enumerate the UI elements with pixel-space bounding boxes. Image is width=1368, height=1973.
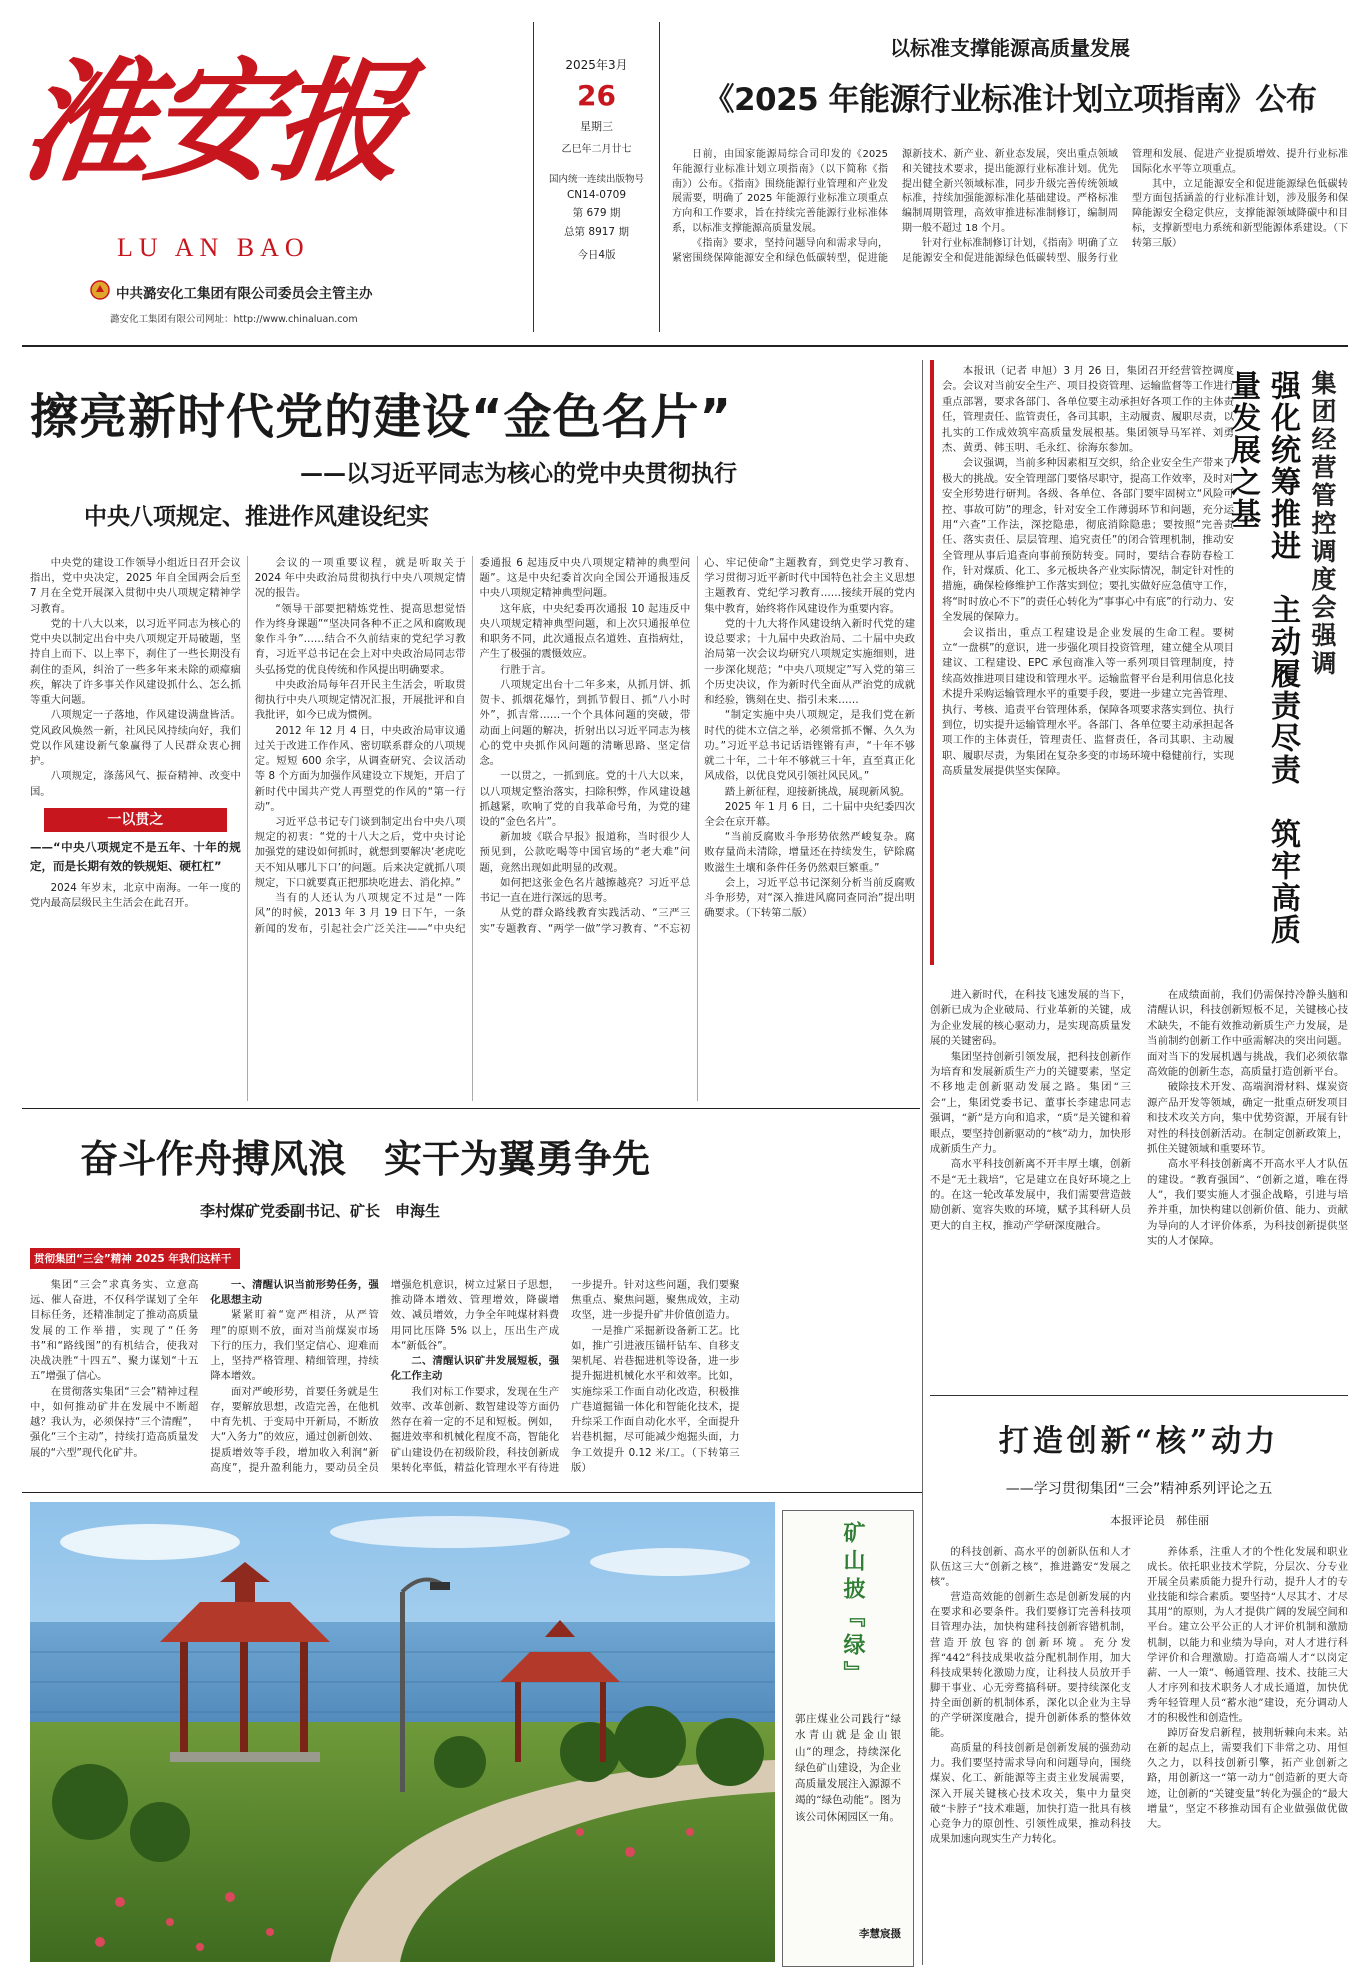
innovation-commentary-subhead: ——学习贯彻集团“三会”精神系列评论之五 <box>1005 1481 1273 1497</box>
photo-caption-box <box>782 1510 914 1967</box>
top-story-kicker: 以标准支撑能源高质量发展 <box>890 36 1130 60</box>
party-story-subhead: ——以习近平同志为核心的党中央贯彻执行 <box>300 461 737 487</box>
paragraph: 一、清醒认识当前形势任务，强化思想主动 <box>210 1279 379 1307</box>
paragraph: 如何把这张金色名片越擦越亮？习近平总书记一直在进行深远的思考。 <box>479 876 691 905</box>
page-count: 今日4版 <box>577 249 616 261</box>
photo-caption-credit: 李慧宸摄 <box>859 1928 901 1940</box>
party-story-subhead2: 中央八项规定、推进作风建设纪实 <box>84 504 429 530</box>
innovation-commentary-headline: 打造创新“核”动力 <box>998 1424 1280 1459</box>
photo-caption-title: 矿山披『绿』 <box>840 1521 866 1689</box>
paragraph: 本报讯（记者 申旭）3 月 26 日，集团召开经营管控调度会。会议对当前安全生产、项目投资管理、运输监督等工作进行重点部署，要求各部门、各单位要主动承担好各项工作的主体责任，管理责任、监管责任，各司其职，主动履责、履职尽责，以扎实的工作成效筑牢高质量发展根基。集团领导马军祥、刘勇杰、黄勇、韩玉明、毛永红、徐海东参加。 <box>942 365 1234 454</box>
paragraph: 党的十九大将作风建设纳入新时代党的建设总要求；十九届中央政治局、二十届中央政治局第一次会议均研究八项规定实施细则，进一步深化规范；“中央八项规定”写入党的第三个历史决议，作为新时代全面从严治党的成就和经验，镌刻在史、指引未来…… <box>704 617 915 707</box>
paragraph: 会议的一项重要议程，就是听取关于 2024 年中央政治局贯彻执行中央八项规定情况的报告。 <box>254 557 466 600</box>
masthead-pinyin: LU AN BAO <box>117 233 310 262</box>
section-quote: ——“中央八项规定不是五年、十年的规定，而是长期有效的铁规矩、硬杠杠” <box>30 840 241 873</box>
masthead-divider <box>22 345 1348 347</box>
issue-number: 第 679 期 <box>572 207 621 219</box>
paragraph: 高水平科技创新离不开高水平人才队伍的建设。“教育强国”、“创新之道，唯在得人”，我们要实施人才强企战略，引进与培养并重，加快构建以创新价值、能力、贡献为导向的人才评价体系，为科技创新提供坚实的人才保障。 <box>1147 1158 1348 1248</box>
paragraph: 《指南》要求，坚持问题导向和需求导向，紧密围绕保障能源安全和绿色低碳转型，促进能源新技术、新产业、新业态发展，突出重点领域和关键技术要求，提出能源行业标准计划。优先提出健全新兴领域标准，同步升级完善传统领域标准，持续加强能源标准化基础建设。严格标准编制周期管理，高效审推进标准制修订，编制周期一般不超过 18 个月。 <box>672 149 1118 264</box>
paragraph: 2024 年岁末，北京中南海。一年一度的党内最高层级民主生活会在此召开。 <box>30 882 241 910</box>
serial-number: CN14-0709 <box>566 189 627 201</box>
masthead-publisher: 潞安化工集团有限公司网址：http://www.chinaluan.com <box>110 314 358 325</box>
paragraph: 在贯彻落实集团“三会”精神过程中，如何推动矿井在发展中不断超越？我认为，必须保持“三个清醒”，强化“三个主动”，持续打造高质量发展的“六型”现代化矿井。 <box>30 1385 199 1459</box>
innovation-commentary-body <box>930 1545 1348 1963</box>
paragraph: 破除技术开发、高端润滑材料、煤炭资源产品开发等领域，确定一批重点研发项目和技术攻关方向，集中优势资源，开展有针对性的科技创新活动。在制定创新政策上，抓住关键领域和重要环节。 <box>1147 1081 1348 1155</box>
paragraph: 紧紧盯着“宽严相济，从严管理”的原则不放，面对当前煤炭市场下行的压力，我们坚定信心、迎难而上，坚持严格管理、精细管理，持续降本增效。 <box>210 1309 379 1383</box>
paragraph: 高质量的科技创新是创新发展的强劲动力。我们要坚持需求导向和问题导向，围绕煤炭、化工、新能源等主责主业发展需要，深入开展关键核心技术攻关，集中力量突破“卡脖子”技术难题，加快打造一批具有核心竞争力的原创性、引领性成果，推动科技成果加速向现实生产力转化。 <box>930 1743 1131 1845</box>
party-story-body <box>30 556 915 1101</box>
top-story <box>672 22 1348 337</box>
serial-label: 国内统一连续出版物号 <box>548 174 644 185</box>
paragraph: 从党的群众路线教育实践活动、“三严三实”专题教育、“两学一做”学习教育、“不忘初心、牢记使命”主题教育，到党史学习教育、学习贯彻习近平新时代中国特色社会主义思想主题教育、党纪学习教育……接续开展的党内集中教育，始终将作风建设作为重要内容。 <box>479 557 915 935</box>
masthead-date-box <box>533 22 660 332</box>
paragraph: “制定实施中央八项规定，是我们党在新时代的徙木立信之举，必须常抓不懈、久久为功。”习近平总书记话语铿锵有声，“十年不够就二十年，二十年不够就三十年，直至真正化风成俗，以优良党风引领社风民风。” <box>704 709 915 783</box>
paragraph: 会议强调，当前多种因素相互交织，给企业安全生产带来了极大的挑战。安全管理部门要恪尽职守，提高工作效率，及时对安全形势进行研判。各级、各单位、各部门要牢固树立“风险可控、事故可防”的理念，针对安全工作薄弱环节和问题，充分运用“六查”工作法，深挖隐患，彻底消除隐患；要按照“完善责任、落实责任、层层管理、追究责任”的闭合管理机制，推动安全管理从事后追查向事前预防转变。同时，要结合春防春检工作，针对煤质、化工、多元板块各产业实际情况，制定针对性的措施，确保检修维护工作落实到位；要扎实做好应急值守工作，将“时时放心不下”的责任心转化为“事事心中有底”的行动力、安全发展的保障力。 <box>942 457 1234 624</box>
paragraph: 新加坡《联合早报》报道称，当时很少人预见到，公款吃喝等中国官场的“老大难”问题，竟然出现如此明显的改观。 <box>479 831 691 874</box>
management-headline-kicker: 集团经营管控调度会强调 <box>1308 370 1337 678</box>
column-divider <box>922 1500 923 1965</box>
paragraph: “领导干部要把精炼党性、提高思想觉悟作为终身课题”“坚决同各种不正之风和腐败现象作斗争”……结合不久前结束的党纪学习教育，习近平总书记在会上对中央政治局同志带头弘扬党的优良传统和作风提出明确要求。 <box>254 602 466 676</box>
paragraph: 一是推广采掘新设备新工艺。比如，推广引进液压锚杆钻车、自移支架机尾、岩巷掘进机等设备，进一步提升掘进机械化水平和效率。比如，实施综采工作面自动化改造，积极推广巷道掘锚一体化和智能化技术，提升综采工作面自动化水平，全面提升岩巷机掘，尽可能减少炮掘头面，力争工效提升 0.12 米/工。（下转第三版） <box>571 1324 740 1474</box>
innovation-commentary-author: 本报评论员 郝佳丽 <box>1110 1514 1209 1527</box>
paragraph: “当前反腐败斗争形势依然严峻复杂。腐败存量尚未清除，增量还在持续发生，铲除腐败滋生土壤和条件任务仍然艰巨繁重。” <box>704 831 915 874</box>
struggle-story-byline: 李村煤矿党委副书记、矿长 申海生 <box>200 1202 441 1220</box>
innovation-commentary-headline-box <box>930 1395 1348 1536</box>
date-year-month: 2025年3月 <box>565 58 628 72</box>
masthead-logo: 淮安报 <box>11 45 411 200</box>
paragraph: 集团坚持创新引领发展，把科技创新作为培育和发展新质生产力的关键要素，坚定不移地走创新驱动发展之路。集团“三会”上，集团党委书记、董事长李建忠同志强调，“新”是方向和追求，“质”是关键和着眼点，要坚持创新驱动的“核”动力，加快形成新质生产力。 <box>930 1050 1131 1155</box>
paragraph: 进入新时代，在科技飞速发展的当下，创新已成为企业破局、行业革新的关键，成为企业发展的核心驱动力，是实现高质量发展的关键密码。 <box>930 989 1131 1048</box>
management-headline-main: 强化统筹推进 主动履责尽责 筑牢高质量发展之基 <box>1225 370 1300 946</box>
paragraph: 党的十八大以来，以习近平同志为核心的党中央以制定出台中央八项规定开局破题，坚持自上而下、以上率下，刹住了一些长期没有刹住的歪风，纠治了一些多年来未除的顽瘴痼疾，解决了许多事关作风建设抓什么、怎么抓等重大问题。 <box>30 617 241 707</box>
paragraph: 2025 年 1 月 6 日，二十届中央纪委四次全会在京开幕。 <box>704 800 915 828</box>
top-story-body <box>672 148 1348 333</box>
paragraph: 集团“三会”求真务实、立意高远、催人奋进，不仅科学谋划了全年目标任务，还精准制定了推动高质量发展的工作举措，实现了“任务书”和“路线图”的有机结合，使我对决战决胜“十四五”、聚力谋划“十五五”增强了信心。 <box>30 1279 199 1383</box>
garden-photo-image <box>30 1502 775 1962</box>
paragraph: 营造高效能的创新生态是创新发展的内在要求和必要条件。我们要修订完善科技项目管理办法，加快构建科技创新容错机制，营造开放包容的创新环境。充分发挥“442”科技成果收益分配机制作用，加大科技成果转化激励力度，让科技人员放开手脚干事业、心无旁骛搞科研。要持续深化支持全面创新的机制体系，深化以企业为主导的产学研深度融合，提升创新体系的整体效能。 <box>930 1592 1131 1740</box>
paragraph: 二、清醒认识矿井发展短板，强化工作主动 <box>390 1355 560 1383</box>
paragraph: 踔厉奋发启新程，披荆斩棘向未来。站在新的起点上，需要我们下非常之功、用恒久之力，以科技创新引擎，拓产业创新之路，用创新这一“第一动力”创造新的更大奇迹，让创新的“关键变量”转化为强企的“最大增量”，坚定不移推动国有企业做强做优做大。 <box>1147 1728 1348 1830</box>
paragraph: 中央政治局每年召开民主生活会，听取贯彻执行中央八项规定情况汇报，开展批评和自我批评，如今已成为惯例。 <box>254 678 466 722</box>
paragraph: 当有的人还认为八项规定不过是“一阵风”的时候，2013 年 3 月 19 日下午，一条新闻的发布，引起社会广泛关注——“中央纪委通报 6 起违反中央八项规定精神的典型问题”。这是中央纪委首次向全国公开通报违反中央八项规定精神典型问题。 <box>254 557 691 935</box>
paragraph: 高水平科技创新离不开丰厚土壤，创新不是“无土栽培”，它是建立在良好环境之上的。在这一轮改革发展中，我们需要营造鼓励创新、宽容失败的环境，赋予其科研人员更大的自主权，推动产学研深度融合。 <box>930 1158 1131 1232</box>
paragraph: 针对行业标准制修订计划，《指南》明确了立足能源安全和促进能源绿色低碳转型、服务行业管理和发展、促进产业提质增效、提升行业标准国际化水平等立项重点。 <box>902 149 1348 264</box>
paragraph: 在成绩面前，我们仍需保持冷静头脑和清醒认识，科技创新短板不足，关键核心技术缺失，不能有效推动新质生产力发展，是当前制约创新工作中亟需解决的突出问题。面对当下的发展机遇与挑战，我们必须依靠高效能的创新生态，高质量打造创新平台。 <box>1147 989 1348 1078</box>
paragraph: 一以贯之，一抓到底。党的十八大以来，以八项规定整治落实，扫除积弊，作风建设越抓越紧，吹响了党的自我革命号角，为党的建设的“金色名片”。 <box>479 770 691 828</box>
paragraph: 2012 年 12 月 4 日，中央政治局审议通过关于改进工作作风、密切联系群众的八项规定。短短 600 余字，从调查研究、会议活动等 8 个方面为加强作风建设立下规矩，开启了新时代中国共产党人再塑党的作风的“第一行动”。 <box>254 724 466 813</box>
top-story-headline: 《2025 年能源行业标准计划立项指南》公布 <box>703 82 1317 118</box>
section-divider <box>22 1492 922 1493</box>
paragraph: 八项规定出台十二年多来，从抓月饼、抓贺卡、抓烟花爆竹，到抓节假日、抓“八小时外”，抓吉常……一个个具体问题的突破，带动面上问题的解决，折射出以习近平同志为核心的党中央抓作风问题的清晰思路、坚定信念。 <box>479 678 691 768</box>
paragraph: 这年底，中央纪委再次通报 10 起违反中央八项规定精神典型问题，和上次只通报单位和职务不同，此次通报点名道姓、直指病灶，产生了极强的震慑效应。 <box>479 602 691 661</box>
date-weekday: 星期三 <box>580 120 613 133</box>
paragraph: 日前，由国家能源局综合司印发的《2025 年能源行业标准计划立项指南》（以下简称《指南》）公布。《指南》围绕能源行业管理和产业发展需要，明确了 2025 年能源行业标准立项重点方向和工作要求，旨在持续完善能源行业标准体系，以标准支撑能源高质量发展。 <box>672 149 888 234</box>
paragraph: 习近平总书记专门谈到制定出台中央八项规定的初衷：“党的十八大之后，党中央讨论加强党的建设如何抓时，就想到要解决‘老虎吃天不知从哪儿下口’的问题。后来决定就抓八项规定，下口就要真正把那块吃进去、消化掉。” <box>254 815 466 889</box>
paragraph: 我们对标工作要求，发现在生产效率、改革创新、数智建设等方面仍然存在着一定的不足和短板。例如，掘进效率和机械化程度不高，智能化矿山建设仍在初级阶段，科技创新成果转化率低，精益化管理水平有待进一步提升。针对这些问题，我们要聚焦重点、聚焦问题，聚焦成效，主动攻坚，进一步提升矿井价值创造力。 <box>390 1279 740 1474</box>
paragraph: 中央党的建设工作领导小组近日召开会议指出，党中央决定，2025 年自全国两会后至 7 月在全党开展深入贯彻中央八项规定精神学习教育。 <box>30 557 241 615</box>
garden-photo <box>30 1502 775 1962</box>
total-issue-number: 总第 8917 期 <box>564 226 629 238</box>
paragraph: 的科技创新、高水平的创新队伍和人才队伍这三大“创新之核”，推进潞安“发展之核”。 <box>930 1547 1131 1589</box>
paragraph: 八项规定一子落地，作风建设满盘皆活。党风政风焕然一新，社风民风持续向好，我们党以作风建设新气象赢得了人民群众衷心拥护。 <box>30 709 241 768</box>
paragraph: 八项规定，涤荡风气、振奋精神、改变中国。 <box>30 770 241 798</box>
party-emblem-icon <box>90 280 110 300</box>
masthead <box>11 18 537 338</box>
paragraph: 面对严峻形势，首要任务就是生存，要解放思想，改造完善，在他机中育先机、于变局中开新局，不断放大“入务力”的效应，通过创新创效、提质增效等手段，增加收入利润“新高度”，提升盈利能力，要动员全员增强危机意识，树立过紧日子思想，推动降本增效、管理增效，降碳增效、减员增效，力争全年吨煤材料费用同比压降 5% 以上，压出生产成本“新低谷”。 <box>210 1279 560 1474</box>
paragraph: 会上，习近平总书记深刻分析当前反腐败斗争形势，对“深入推进风腐同查同治”提出明确要求。（下转第二版） <box>704 876 915 920</box>
management-story-body <box>942 364 1234 959</box>
section-tag: 一以贯之 <box>44 808 227 833</box>
paragraph: 行胜于言。 <box>500 663 552 676</box>
paragraph: 踏上新征程，迎接新挑战，展现新风貌。 <box>724 785 911 798</box>
struggle-story-body <box>30 1278 920 1488</box>
struggle-story-tag: 贯彻集团“三会”精神 2025 年我们这样干 <box>30 1248 240 1269</box>
paragraph: 其中，立足能源安全和促进能源绿色低碳转型方面包括涵盖的行业标准计划，涉及服务和保障能源安全稳定供应，支撑能源领域降碳中和目标，支撑新型电力系统和新型能源体系建设。（下转第三版） <box>1132 178 1348 249</box>
column-divider <box>922 360 923 1500</box>
paragraph: 会议指出，重点工程建设是企业发展的生命工程。要树立“一盘棋”的意识，进一步强化项目投资管理，建立健全从项目建议、工程建设、EPC 承包商准入等一系列项目管理制度，持续高效推进项目建设和管理水平。运输监督平台是利用信息化技术提升采购运输管理水平的重要手段，要进一步建立完善管理、执行、考核、追责平台管理体系，保障各项要求落实到位、执行到位，切实提升运输管理水平。各部门、各单位要主动承担起各项工作的主体责任，管理责任、监督责任，各司其职、主动履职、履职尽责，为集团在复杂多变的市场环境中稳健前行，实现高质量发展提供坚实保障。 <box>942 626 1234 778</box>
masthead-sponsor: 中共潞安化工集团有限公司委员会主管主办 <box>116 286 373 302</box>
struggle-story-headline: 奋斗作舟搏风浪 实干为翼勇争先 <box>80 1136 651 1181</box>
date-day: 26 <box>577 79 616 112</box>
paragraph: 养体系，注重人才的个性化发展和职业成长。依托职业技术学院，分层次、分专业开展全员素质能力提升行动，提升人才的专业技能和综合素质。要坚持“人尽其才、才尽其用”的原则，为人才提供广阔的发展空间和平台。建立公平公正的人才评价机制和激励机制，以能力和业绩为导向，对人才进行科学评价和合理激励。打造高端人才“以岗定薪、一人一策”、畅通管理、技术、技能三大人才序列和技术职务人才成长通道，加快优秀年轻管理人员“蓄水池”建设，充分调动人才的积极性和创造性。 <box>1147 1547 1348 1725</box>
management-story <box>930 360 1352 965</box>
party-story-headline: 擦亮新时代党的建设“金色名片” <box>30 389 733 445</box>
photo-caption-text: 郭庄煤业公司践行“绿水青山就是金山银山”的理念，持续深化绿色矿山建设，为企业高质量发展注入源源不竭的“绿色动能”。图为该公司休闲园区一角。 <box>795 1713 901 1823</box>
section-divider <box>22 1108 920 1109</box>
date-lunar: 乙巳年二月廿七 <box>561 144 632 155</box>
